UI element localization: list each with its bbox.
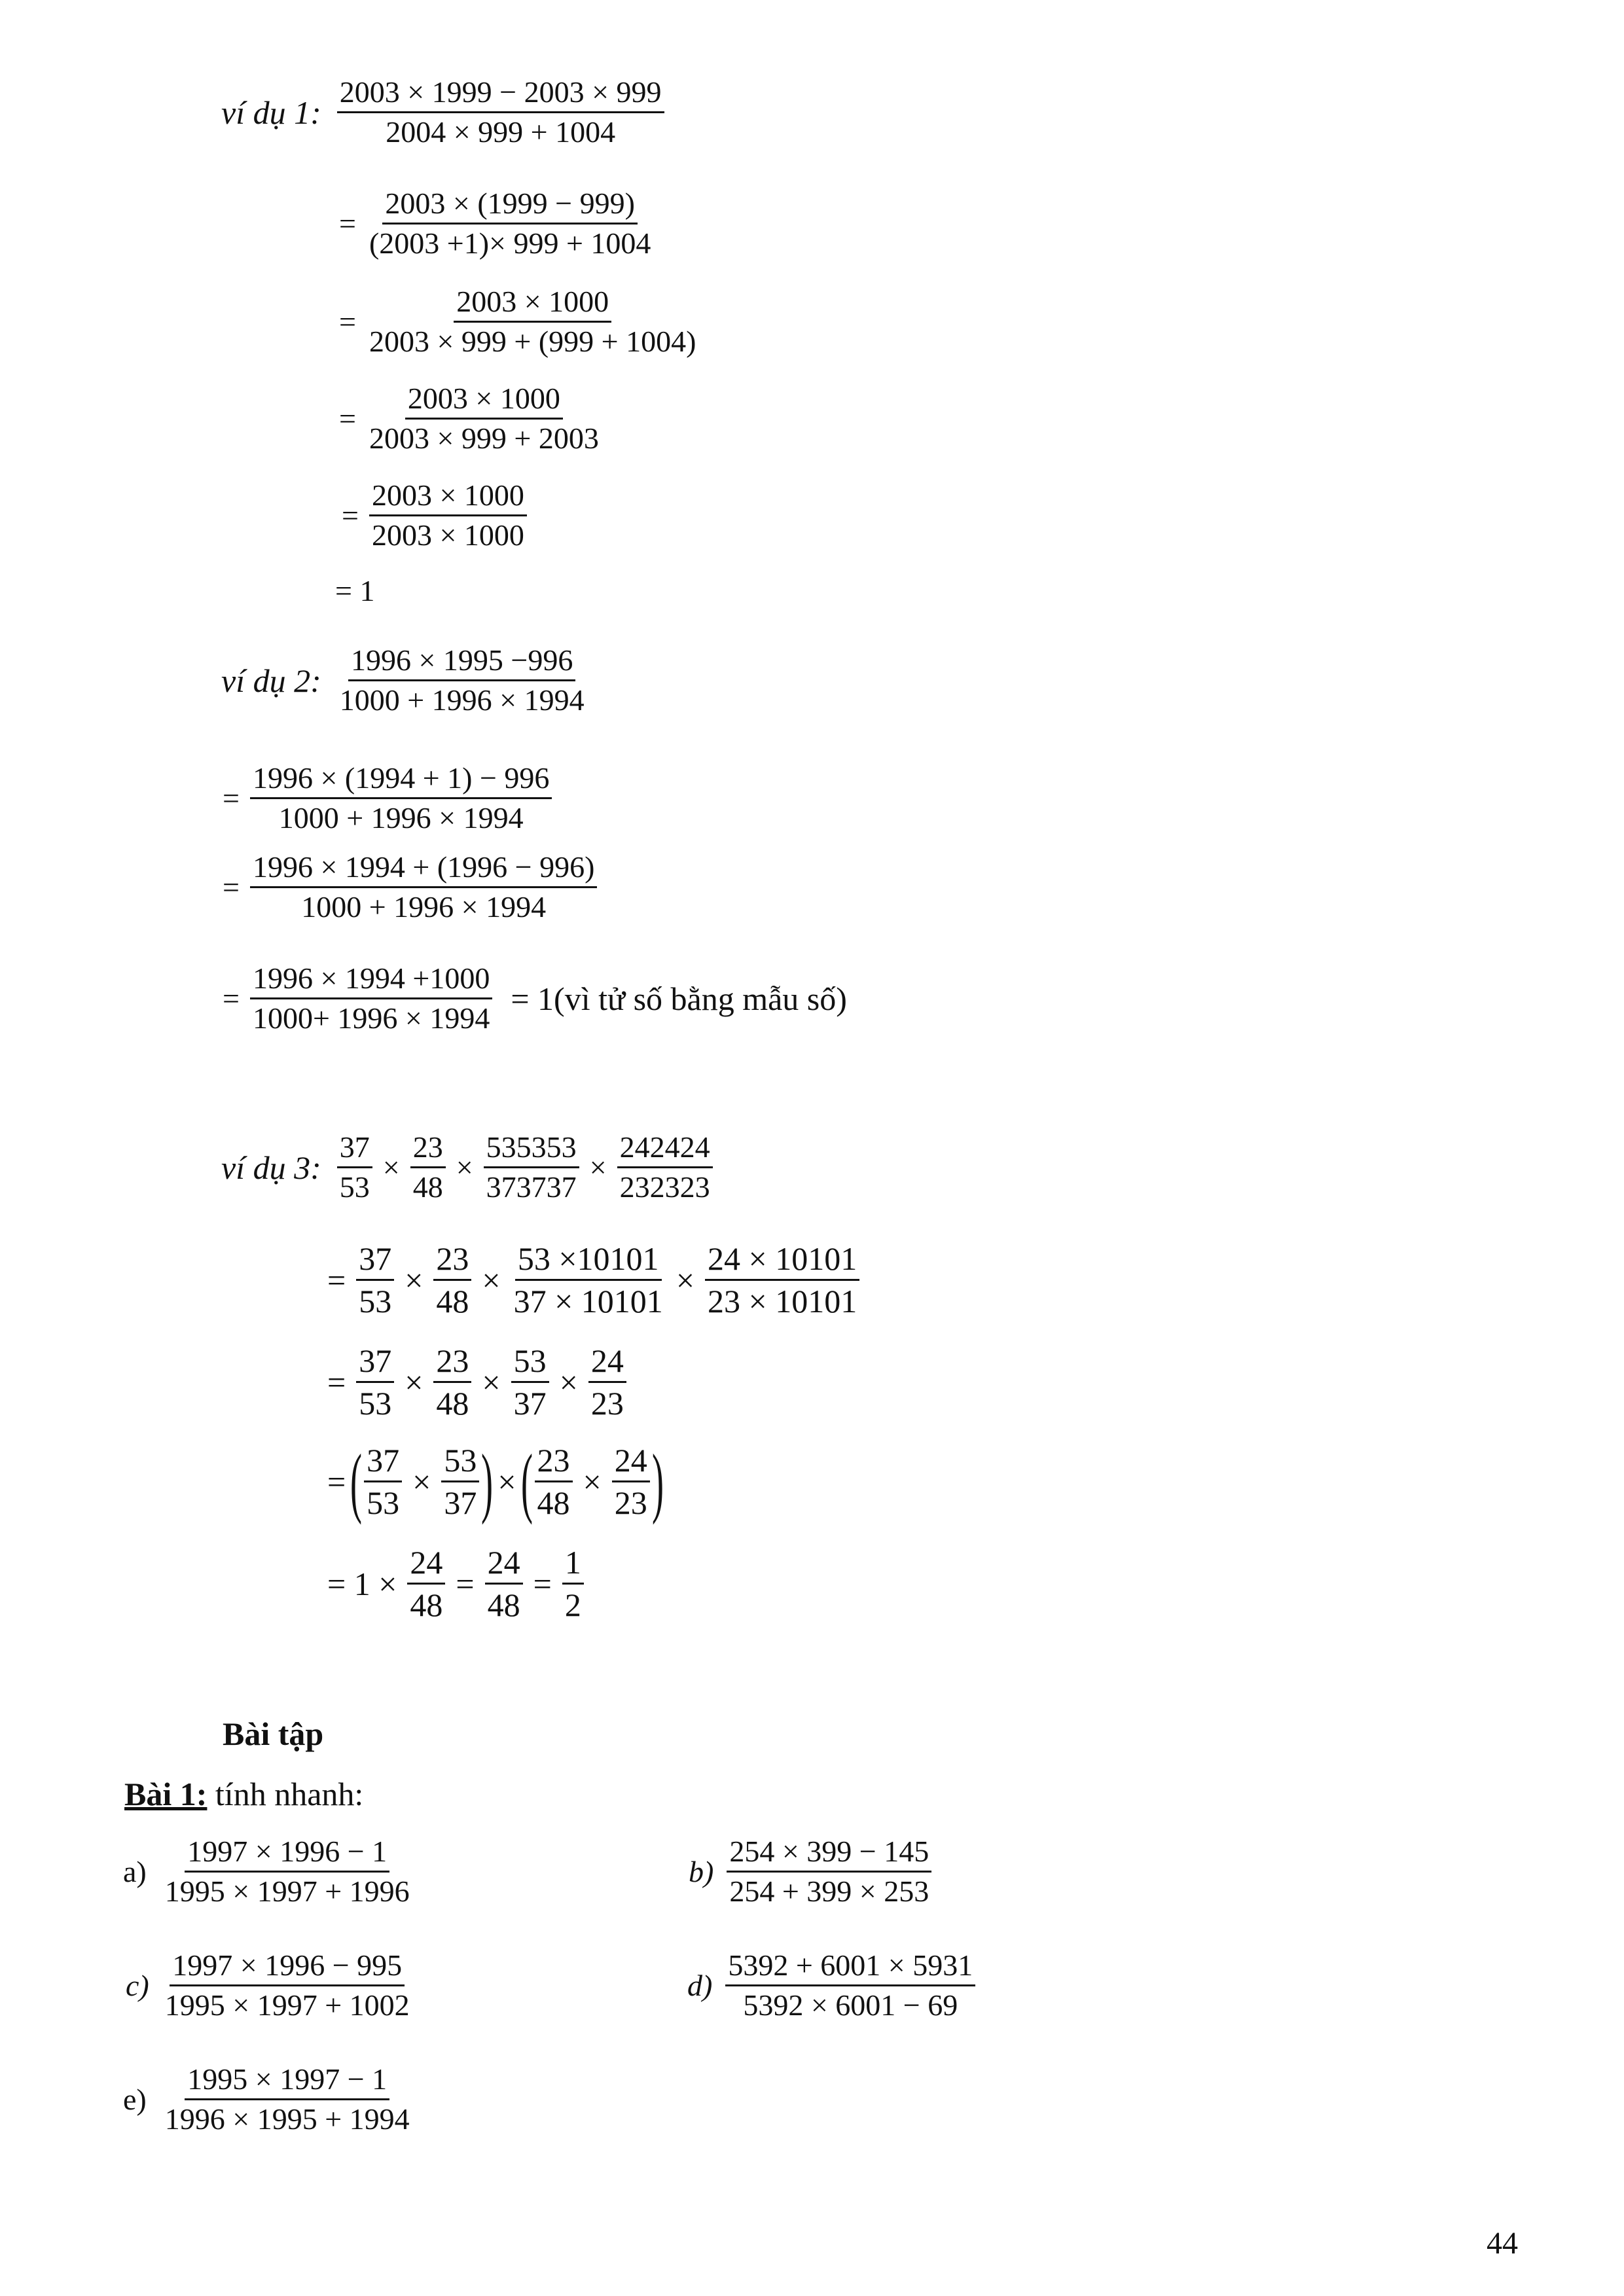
fraction <box>250 960 492 1037</box>
fraction <box>162 1946 412 2024</box>
vd2-step3 <box>216 960 847 1037</box>
vd2-label: ví dụ 2: <box>221 662 321 699</box>
numerator: 2003 × 1000 <box>454 283 611 323</box>
times-sign: × <box>405 1363 424 1401</box>
denominator: 53 <box>367 1484 400 1521</box>
fraction <box>535 1440 573 1523</box>
vd3-label: ví dụ 3: <box>221 1149 321 1186</box>
equals-sign: = <box>223 781 240 815</box>
denominator: 23 <box>590 1385 624 1422</box>
vd3-step1 <box>321 1238 863 1321</box>
page-number: 44 <box>1487 2226 1518 2261</box>
denominator: 48 <box>487 1587 520 1623</box>
denominator: 2 <box>564 1587 581 1623</box>
exercise-b <box>689 1833 935 1910</box>
vd2-question <box>221 641 591 719</box>
bai1-label: Bài 1: <box>124 1776 208 1812</box>
times-sign: × <box>676 1261 695 1299</box>
equals-sign: = <box>223 982 240 1015</box>
denominator: 1000 + 1996 × 1994 <box>301 890 547 924</box>
denominator: 53 <box>359 1385 392 1422</box>
right-paren: ) <box>651 1437 664 1525</box>
numerator: 24 <box>407 1542 445 1585</box>
exercise-d <box>687 1946 979 2024</box>
times-sign: × <box>482 1261 501 1299</box>
fraction <box>612 1440 650 1523</box>
fraction <box>162 1833 412 1910</box>
denominator: 53 <box>339 1170 370 1204</box>
numerator: 1996 × (1994 + 1) − 996 <box>250 759 552 799</box>
denominator: 1995 × 1997 + 1996 <box>164 1874 410 1908</box>
numerator: 37 <box>356 1340 394 1383</box>
denominator: 2003 × 999 + 2003 <box>369 422 599 455</box>
equals-sign: = <box>327 1363 346 1401</box>
denominator: 37 <box>444 1484 477 1521</box>
times-sign: × <box>405 1261 424 1299</box>
denominator: 48 <box>410 1587 443 1623</box>
times-sign: × <box>482 1363 501 1401</box>
fraction <box>511 1238 666 1321</box>
fraction <box>162 2060 412 2138</box>
numerator: 23 <box>433 1238 471 1281</box>
fraction <box>337 641 587 719</box>
fraction <box>617 1128 713 1206</box>
equals-sign: = <box>339 402 356 435</box>
numerator: 53 ×10101 <box>515 1238 662 1281</box>
numerator: 1 <box>562 1542 584 1585</box>
numerator: 1996 × 1994 +1000 <box>250 960 492 999</box>
item-label: b) <box>689 1854 714 1888</box>
denominator: 37 <box>513 1385 547 1422</box>
numerator: 2003 × 1000 <box>405 380 563 420</box>
equals-sign: = <box>339 305 356 338</box>
denominator: 1000+ 1996 × 1994 <box>252 1001 490 1035</box>
item-label: e) <box>123 2082 147 2116</box>
fraction <box>433 1340 471 1424</box>
numerator: 242424 <box>617 1128 713 1168</box>
fraction <box>367 185 653 262</box>
numerator: 24 <box>485 1542 523 1585</box>
left-paren: ( <box>350 1437 363 1525</box>
fraction <box>511 1340 549 1424</box>
times-sign: × <box>382 1151 400 1184</box>
fraction <box>367 283 698 361</box>
vd1-step4 <box>335 476 531 554</box>
denominator: 254 + 399 × 253 <box>729 1874 929 1908</box>
denominator: 5392 × 6001 − 69 <box>743 1988 958 2022</box>
numerator: 2003 × 1000 <box>369 476 527 516</box>
numerator: 2003 × (1999 − 999) <box>382 185 638 224</box>
fraction <box>441 1440 479 1523</box>
equals-sign: = <box>533 1565 552 1602</box>
fraction <box>484 1128 579 1206</box>
denominator: 48 <box>412 1170 443 1204</box>
exercise-e <box>123 2060 416 2138</box>
vd1-label: ví dụ 1: <box>221 94 321 131</box>
vd2-step2 <box>216 848 601 926</box>
numerator: 1995 × 1997 − 1 <box>185 2060 389 2100</box>
fraction <box>410 1128 446 1206</box>
vd2-step1 <box>216 759 556 837</box>
denominator: 1000 + 1996 × 1994 <box>278 801 524 834</box>
denominator: 53 <box>359 1283 392 1319</box>
item-label: c) <box>126 1968 149 2002</box>
equals-sign: = <box>342 499 359 532</box>
equals-sign: = <box>456 1565 475 1602</box>
vd1-result: = 1 <box>335 574 375 607</box>
fraction <box>337 1128 372 1206</box>
fraction <box>705 1238 859 1321</box>
fraction <box>356 1238 394 1321</box>
equals-sign: = <box>339 207 356 240</box>
denominator: (2003 +1)× 999 + 1004 <box>369 226 651 260</box>
exercise-heading: Bài tập <box>223 1715 324 1752</box>
numerator: 24 × 10101 <box>705 1238 859 1281</box>
vd3-step3 <box>321 1437 664 1525</box>
fraction <box>337 73 664 151</box>
vd1-step3 <box>333 380 605 457</box>
prefix: = 1 × <box>327 1565 397 1602</box>
denominator: 23 <box>614 1484 647 1521</box>
fraction <box>562 1542 584 1625</box>
numerator: 254 × 399 − 145 <box>727 1833 931 1873</box>
times-sign: × <box>589 1151 607 1184</box>
denominator: 2003 × 999 + (999 + 1004) <box>369 325 696 358</box>
numerator: 1996 × 1995 −996 <box>348 641 575 681</box>
bai1-text: tính nhanh: <box>207 1776 364 1812</box>
times-sign: × <box>559 1363 578 1401</box>
numerator: 37 <box>364 1440 402 1482</box>
fraction <box>727 1833 931 1910</box>
denominator: 37 × 10101 <box>513 1283 663 1319</box>
vd3-question <box>221 1128 717 1206</box>
right-paren: ) <box>481 1437 494 1525</box>
fraction <box>407 1542 445 1625</box>
numerator: 37 <box>356 1238 394 1281</box>
times-sign: × <box>456 1151 473 1184</box>
denominator: 2003 × 1000 <box>371 518 524 552</box>
bai1-line <box>124 1775 363 1813</box>
fraction <box>364 1440 402 1523</box>
equals-sign: = <box>223 870 240 904</box>
numerator: 37 <box>337 1128 372 1168</box>
fraction <box>250 759 552 837</box>
denominator: 1000 + 1996 × 1994 <box>339 683 585 717</box>
numerator: 24 <box>612 1440 650 1482</box>
item-label: d) <box>687 1968 713 2002</box>
exercise-a <box>123 1833 416 1910</box>
fraction <box>356 1340 394 1424</box>
times-sign: × <box>583 1463 602 1500</box>
numerator: 23 <box>410 1128 446 1168</box>
denominator: 48 <box>537 1484 570 1521</box>
denominator: 1995 × 1997 + 1002 <box>164 1988 410 2022</box>
fraction <box>588 1340 626 1424</box>
denominator: 48 <box>436 1283 469 1319</box>
denominator: 373737 <box>486 1170 577 1204</box>
vd3-step4 <box>321 1542 588 1625</box>
fraction <box>250 848 597 926</box>
fraction <box>369 476 527 554</box>
numerator: 23 <box>535 1440 573 1482</box>
vd3-step2 <box>321 1340 630 1424</box>
numerator: 53 <box>441 1440 479 1482</box>
numerator: 1996 × 1994 + (1996 − 996) <box>250 848 597 888</box>
numerator: 1997 × 1996 − 995 <box>170 1946 405 1986</box>
numerator: 23 <box>433 1340 471 1383</box>
denominator: 23 × 10101 <box>708 1283 857 1319</box>
denominator: 232323 <box>619 1170 710 1204</box>
numerator: 5392 + 6001 × 5931 <box>725 1946 975 1986</box>
numerator: 24 <box>588 1340 626 1383</box>
numerator: 535353 <box>484 1128 579 1168</box>
denominator: 1996 × 1995 + 1994 <box>164 2102 410 2136</box>
denominator: 48 <box>436 1385 469 1422</box>
numerator: 1997 × 1996 − 1 <box>185 1833 389 1873</box>
fraction <box>367 380 602 457</box>
fraction <box>725 1946 975 2024</box>
fraction <box>433 1238 471 1321</box>
exercise-c <box>126 1946 416 2024</box>
vd2-result: = 1(vì tử số bằng mẫu số) <box>511 980 847 1017</box>
fraction <box>485 1542 523 1625</box>
vd1-question <box>221 73 668 151</box>
times-sign: × <box>412 1463 431 1500</box>
denominator: 2004 × 999 + 1004 <box>386 115 616 149</box>
equals-sign: = <box>327 1463 346 1500</box>
times-sign: × <box>497 1463 516 1500</box>
left-paren: ( <box>520 1437 533 1525</box>
vd1-step1 <box>333 185 657 262</box>
item-label: a) <box>123 1854 147 1888</box>
vd1-step2 <box>333 283 702 361</box>
numerator: 53 <box>511 1340 549 1383</box>
numerator: 2003 × 1999 − 2003 × 999 <box>337 73 664 113</box>
equals-sign: = <box>327 1261 346 1299</box>
